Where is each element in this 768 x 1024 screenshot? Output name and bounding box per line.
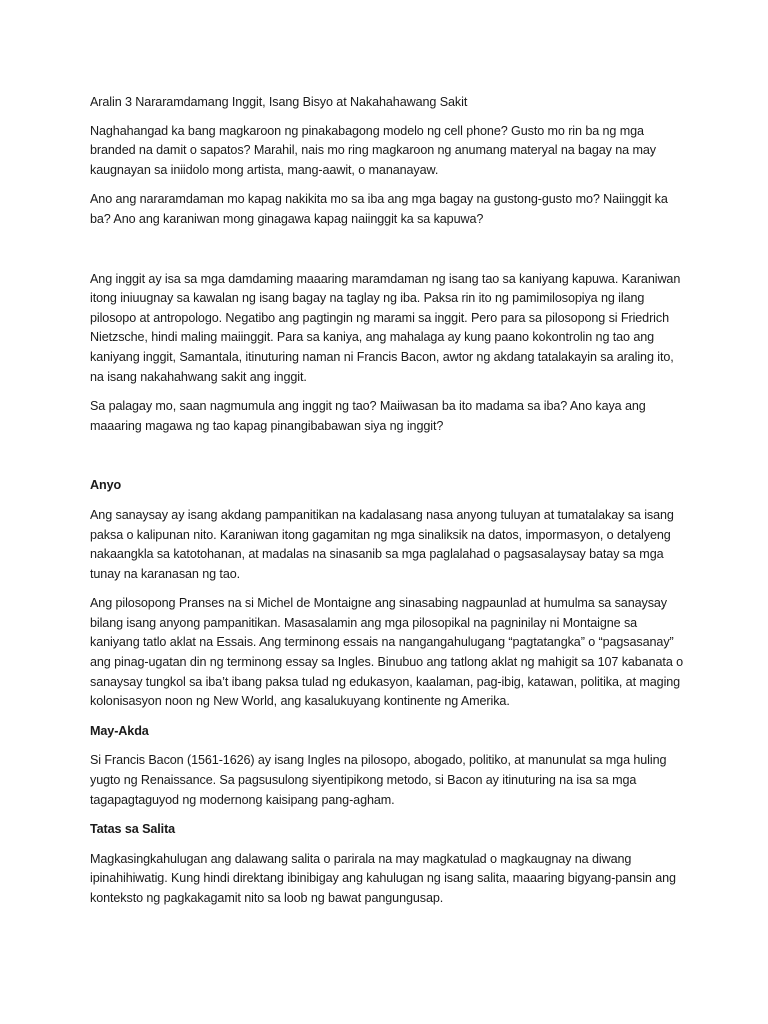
intro-paragraph-2: Ano ang nararamdaman mo kapag nakikita mo sa iba ang mga bagay na gustong-gusto mo? Naiinggit ka ba? Ano ang karaniwan mong ginagawa kapag naiinggit ka sa kapuwa? bbox=[90, 192, 668, 226]
anyo-paragraph-1: Ang sanaysay ay isang akdang pampanitikan na kadalasang nasa anyong tuluyan at tumatalakay sa isang paksa o kalipunan nito. Karaniwan itong gagamitan ng mga sinaliksik na datos, impormasyon, o detalyeng nakaangkla sa katotohanan, at madalas na sinasanib sa mga paglalahad o pagsasalaysay batay sa mga tunay na karanasan ng tao. bbox=[90, 507, 674, 581]
lesson-title: Aralin 3 Nararamdamang Inggit, Isang Bisyo at Nakahahawang Sakit bbox=[90, 95, 468, 109]
anyo-paragraph-2: Ang pilosopong Pranses na si Michel de Montaigne ang sinasabing nagpaunlad at humulma sa sanaysay bilang isang anyong pampanitikan. Masasalamin ang mga pilosopikal na pagninilay ni Montaigne sa kaniyang tatlo aklat na Essais. Ang terminong essais na nangangahulugang “pagtatangka” o “pagsasanay” ang pinag-ugatan din ng terminong essay sa Ingles. Binubuo ang tatlong aklat ng mahigit sa 107 kabanata o sanaysay tungkol sa iba’t ibang paksa tulad ng edukasyon, kaalaman, pag-ibig, katawan, politika, at maging kolonisasyon noon ng New World, ang kasalukuyang kontinente ng Amerika. bbox=[90, 596, 684, 709]
tatas-sa-salita-heading: Tatas sa Salita bbox=[90, 822, 176, 837]
body-paragraph-1: Ang inggit ay isa sa mga damdaming maaaring maramdaman ng isang tao sa kaniyang kapuwa. Karaniwan itong iniuugnay sa kawalan ng isang bagay na taglay ng iba. Paksa rin ito ng pamimilosopiya ng ilang pilosopo at antropologo. Negatibo ang pagtingin ng marami sa inggit. Pero para sa pilosopong si Friedrich Nietzsche, hindi maling maiinggit. Para sa kaniya, ang mahalaga ay kung paano kokontrolin ng tao ang kaniyang inggit, Samantala, itinuturing naman ni Francis Bacon, awtor ng akdang tatalakayin sa araling ito, na isang nakahahwang sakit ang inggit. bbox=[90, 271, 681, 384]
intro-paragraph-1: Naghahangad ka bang magkaroon ng pinakabagong modelo ng cell phone? Gusto mo rin ba ng mga branded na damit o sapatos? Marahil, nais mo ring magkaroon ng anumang materyal na bagay na may kaugnayan sa iniidolo mong artista, mang-aawit, o mananayaw. bbox=[90, 123, 656, 177]
section-spacer bbox=[90, 240, 690, 270]
anyo-heading: Anyo bbox=[90, 478, 122, 493]
may-akda-paragraph: Si Francis Bacon (1561-1626) ay isang Ingles na pilosopo, abogado, politiko, at manunulat sa mga huling yugto ng Renaissance. Sa pagsusulong siyentipikong metodo, si Bacon ay itinuturing na isa sa mga tagapagtaguyod ng modernong kaisipang pang-agham. bbox=[90, 753, 667, 807]
may-akda-heading: May-Akda bbox=[90, 723, 149, 738]
body-paragraph-2: Sa palagay mo, saan nagmumula ang inggit ng tao? Maiiwasan ba ito madama sa iba? Ano kaya ang maaaring magawa ng tao kapag pinangibabawan siya ng inggit? bbox=[90, 399, 646, 433]
section-spacer bbox=[90, 446, 690, 476]
tatas-sa-salita-paragraph: Magkasingkahulugan ang dalawang salita o parirala na may magkatulad o magkaugnay na diwang ipinahihiwatig. Kung hindi direktang ibinibigay ang kahulugan ng isang salita, maaaring bigyang-pansin ang konteksto ng pagkakagamit nito sa loob ng bawat pangungusap. bbox=[90, 851, 676, 905]
document-body bbox=[90, 93, 690, 919]
